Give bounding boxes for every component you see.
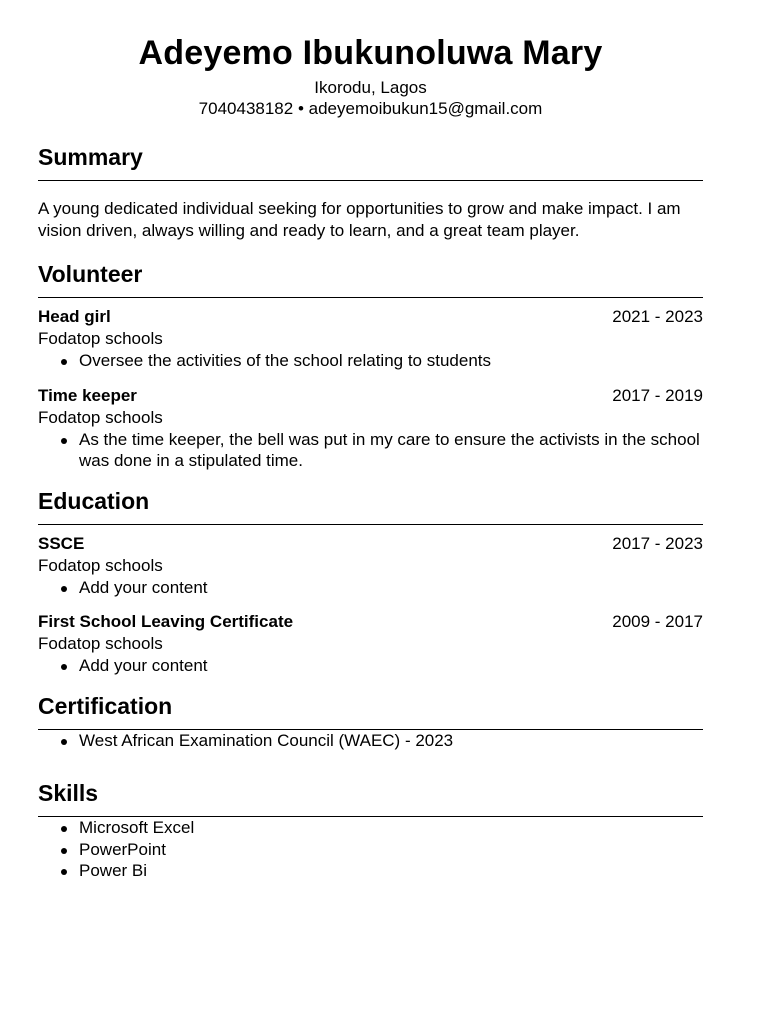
bullet-icon — [61, 848, 67, 854]
entry-header — [38, 611, 703, 633]
section-title-skills: Skills — [38, 779, 703, 817]
bullet-icon — [61, 739, 67, 745]
resume-page — [38, 0, 703, 882]
bullet-text: PowerPoint — [79, 839, 166, 859]
summary-text: A young dedicated individual seeking for opportunities to grow and make impact. I am vision driven, always willing and ready to learn, and a great team player. — [38, 199, 681, 240]
entry-dates: 2017 - 2019 — [612, 385, 703, 405]
entry-header — [38, 533, 703, 555]
bullet-item — [38, 429, 703, 472]
education-entry — [38, 611, 703, 677]
bullet-item — [38, 577, 703, 599]
volunteer-entry — [38, 306, 703, 372]
contact-email: adeyemoibukun15@gmail.com — [308, 99, 543, 118]
bullet-item — [38, 350, 703, 372]
entry-organization: Fodatop schools — [38, 407, 163, 427]
entry-organization: Fodatop schools — [38, 329, 163, 348]
bullet-icon — [61, 869, 67, 875]
entry-bullet-list — [38, 429, 703, 472]
contact-phone: 7040438182 — [198, 99, 294, 118]
bullet-icon — [61, 586, 67, 592]
entry-dates: 2017 - 2023 — [612, 533, 703, 553]
entry-header — [38, 385, 703, 407]
bullet-icon — [61, 826, 67, 832]
entry-role: Time keeper — [38, 385, 137, 405]
entry-role: Head girl — [38, 307, 111, 326]
skill-item — [38, 860, 703, 882]
skill-item — [38, 839, 703, 861]
entry-dates: 2009 - 2017 — [612, 612, 703, 631]
entry-organization: Fodatop schools — [38, 634, 163, 653]
bullet-icon — [61, 664, 67, 670]
skills-list — [38, 817, 703, 882]
section-title-summary: Summary — [38, 143, 703, 181]
bullet-text: Add your content — [79, 656, 208, 675]
certification-list — [38, 730, 703, 752]
entry-role: First School Leaving Certificate — [38, 612, 294, 631]
bullet-icon — [61, 359, 67, 365]
section-title-volunteer: Volunteer — [38, 260, 703, 298]
entry-bullet-list — [38, 350, 703, 372]
resume-name: Adeyemo Ibukunoluwa Mary — [138, 34, 603, 72]
entry-bullet-list — [38, 655, 703, 677]
entry-header — [38, 306, 703, 328]
certification-item — [38, 730, 703, 752]
volunteer-entry — [38, 385, 703, 472]
entry-dates: 2021 - 2023 — [612, 307, 703, 326]
contact-separator: • — [297, 99, 304, 118]
section-title-certification: Certification — [38, 692, 703, 730]
bullet-text: Oversee the activities of the school relating to students — [79, 351, 492, 370]
entry-bullet-list — [38, 577, 703, 599]
skill-item — [38, 817, 703, 839]
bullet-text: Power Bi — [79, 861, 148, 880]
entry-role: SSCE — [38, 533, 85, 553]
bullet-text: Add your content — [79, 577, 208, 597]
bullet-text: As the time keeper, the bell was put in my care to ensure the activists in the school was done in a stipulated time. — [79, 429, 700, 470]
bullet-text: West African Examination Council (WAEC) - 2023 — [79, 730, 454, 750]
education-entry — [38, 533, 703, 599]
contact-location: Ikorodu, Lagos — [314, 78, 427, 97]
bullet-text: Microsoft Excel — [79, 818, 195, 837]
contact-line — [38, 98, 703, 119]
bullet-item — [38, 655, 703, 677]
section-title-education: Education — [38, 487, 703, 525]
bullet-icon — [61, 438, 67, 444]
entry-organization: Fodatop schools — [38, 555, 163, 575]
